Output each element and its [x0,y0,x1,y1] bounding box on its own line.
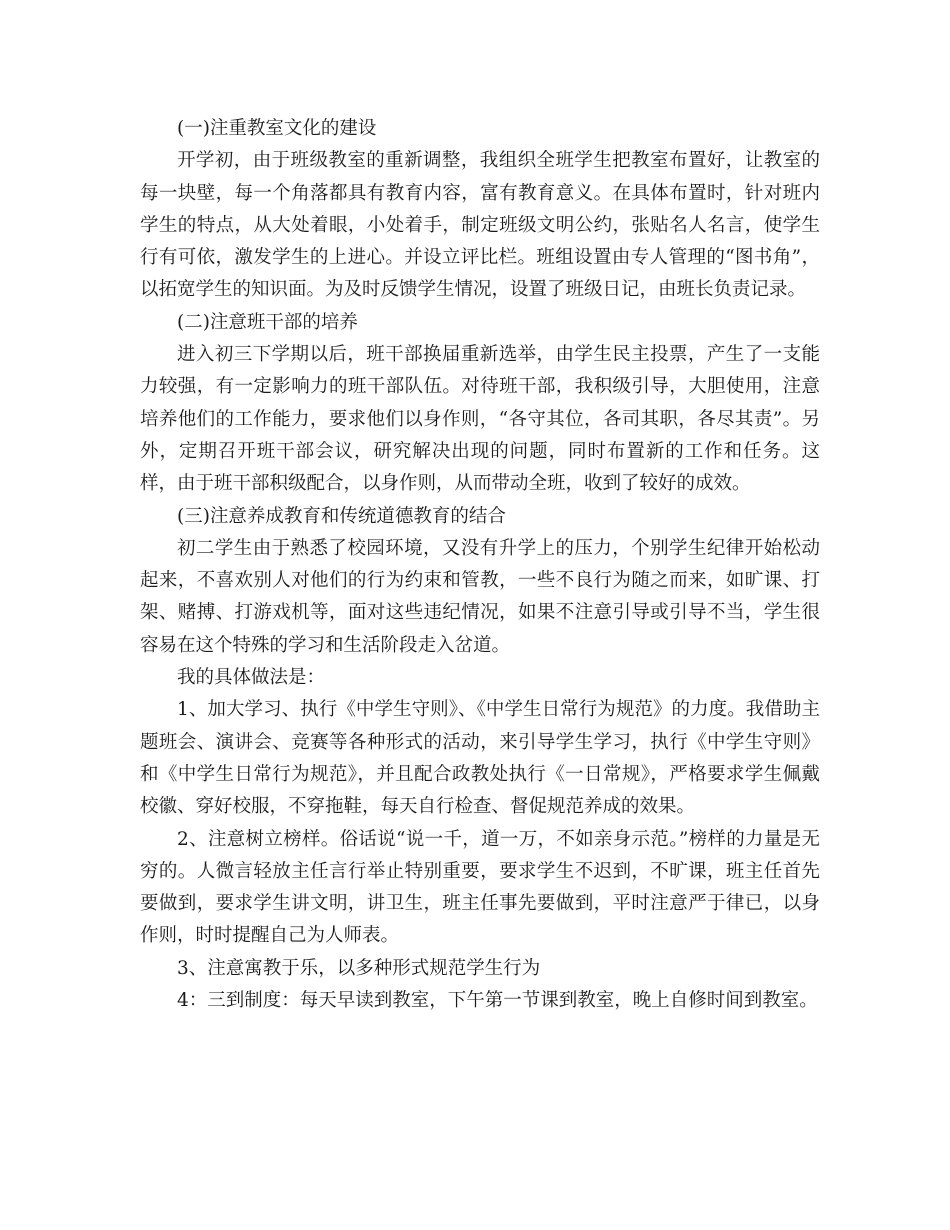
paragraph-methods-intro: 我的具体做法是： [177,667,326,689]
paragraph-method-4: 4：三到制度：每天早读到教室，下午第一节课到教室，晚上自修时间到教室。 [177,990,818,1012]
section-heading-2: (二)注意班干部的培养 [177,311,358,333]
paragraph-method-2: 2、注意树立榜样。俗话说“说一千，道一万，不如亲身示范。”榜样的力量是无穷的。人微言轻放主任言行举止特别重要，要求学生不迟到，不旷课，班主任首先要做到，要求学生讲文明，讲卫生，班主任事先要做到，平时注意严于律已，以身作则，时时提醒自己为人师表。 [140,828,820,947]
paragraph-classroom-culture: 开学初，由于班级教室的重新调整，我组织全班学生把教室布置好，让教室的每一块壁，每一个角落都具有教育内容，富有教育意义。在具体布置时，针对班内学生的特点，从大处着眼，小处着手，制定班级文明公约，张贴名人名言，使学生行有可依，激发学生的上进心。并设立评比栏。班组设置由专人管理的“图书角”，以拓宽学生的知识面。为及时反馈学生情况，设置了班级日记，由班长负责记录。 [140,150,820,301]
paragraph-class-cadres: 进入初三下学期以后，班干部换届重新选举，由学生民主投票，产生了一支能力较强，有一定影响力的班干部队伍。对待班干部，我积级引导，大胆使用，注意培养他们的工作能力，要求他们以身作则，“各守其位，各司其职，各尽其责”。另外，定期召开班干部会议，研究解决出现的问题，同时布置新的工作和任务。这样，由于班干部积级配合，以身作则，从而带动全班，收到了较好的成效。 [140,344,820,495]
paragraph-habit-education: 初二学生由于熟悉了校园环境，又没有升学上的压力，个别学生纪律开始松动起来，不喜欢别人对他们的行为约束和管教，一些不良行为随之而来，如旷课、打架、赌搏、打游戏机等，面对这些违纪情况，如果不注意引导或引导不当，学生很容易在这个特殊的学习和生活阶段走入岔道。 [140,537,820,656]
paragraph-method-1: 1、加大学习、执行《中学生守则》、《中学生日常行为规范》的力度。我借助主题班会、演讲会、竞赛等各种形式的活动，来引导学生学习，执行《中学生守则》和《中学生日常行为规范》，并且配合政教处执行《一日常规》，严格要求学生佩戴校徽、穿好校服，不穿拖鞋，每天自行检查、督促规范养成的效果。 [140,699,820,818]
section-heading-3: (三)注意养成教育和传统道德教育的结合 [177,505,506,527]
section-heading-1: (一)注重教室文化的建设 [177,118,377,139]
document-body [140,113,820,1017]
paragraph-method-3: 3、注意寓教于乐，以多种形式规范学生行为 [177,957,541,979]
